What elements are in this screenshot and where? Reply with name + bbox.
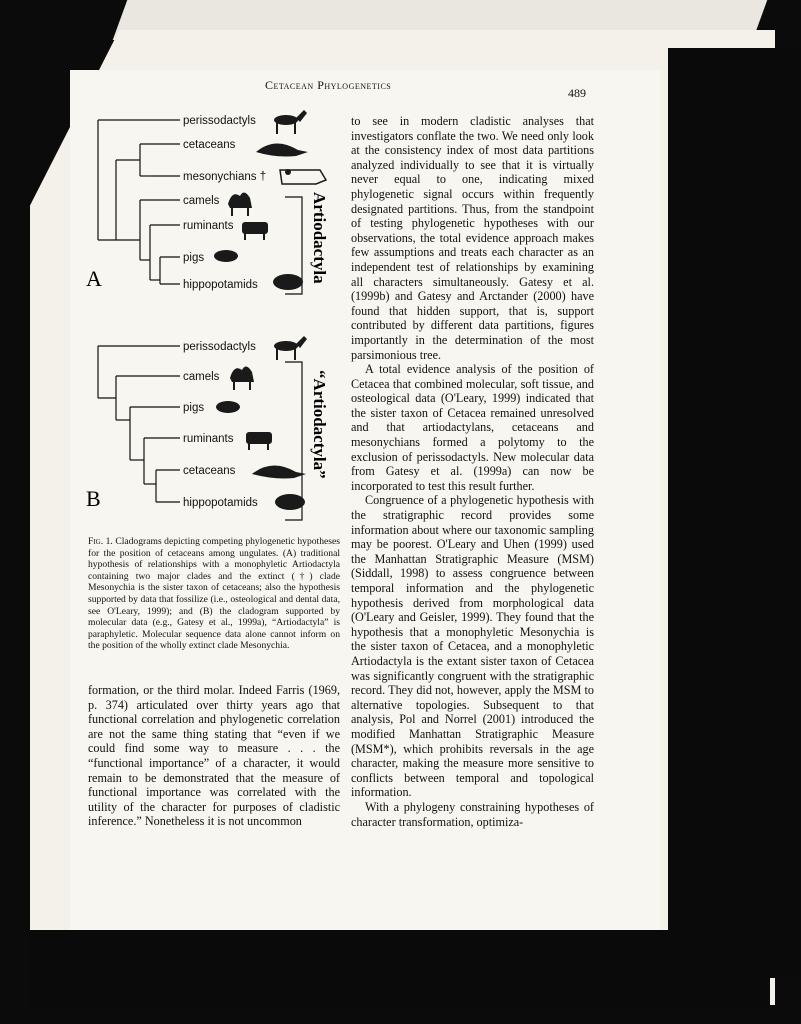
right-paragraph-4: With a phylogeny constraining hypotheses of character transformation, optimiza- <box>351 799 594 829</box>
figure-caption <box>88 536 340 652</box>
taxon-a-ruminants: ruminants <box>183 220 234 232</box>
camel-icon <box>228 192 252 216</box>
dark-background-bottom <box>30 930 770 1010</box>
right-column-text <box>351 114 594 829</box>
right-paragraph-2: A total evidence analysis of the position of Cetacea that combined molecular, soft tissue, and osteological data (O'Leary, 1999) indicated that the sister taxon of Cetacea remained unresolved and that artiodactylans, cetaceans and mesonychians formed a polytomy to the exclusion of perissodactyls. New molecular data from Gatesy et al. (1999a) can now be incorporated to test this result further. <box>351 362 594 493</box>
running-head: Cetacean Phylogenetics <box>265 78 392 92</box>
page-number: 489 <box>568 86 586 100</box>
dolphin-icon <box>256 143 308 156</box>
left-column-text <box>88 683 340 829</box>
horse-icon <box>274 110 307 134</box>
panel-b-label: B <box>86 486 101 511</box>
cladogram-figure <box>80 100 342 530</box>
pig-icon <box>216 401 240 413</box>
mesonychian-skeleton-icon <box>280 169 326 184</box>
pig-icon <box>214 250 238 262</box>
left-paragraph-1: formation, or the third molar. Indeed Farris (1969, p. 374) articulated over thirty years ago that functional correlation and phylogenetic correlation are not the same thing stating that “even if we could find some way to measure . . . the “functional importance” of a character, it would remain to be demonstrated that the measure of functional importance was correlated with the utility of the character for purposes of cladistic inference.” Nonetheless it is not uncommon <box>88 683 340 829</box>
right-paragraph-3: Congruence of a phylogenetic hypothesis with the stratigraphic record provides some information about where our taxonomic sampling may be poorest. O'Leary and Uhen (1999) used the Manhattan Stratigraphic Measure (MSM) (Siddall, 1998) to assess congruence between temporal information and the phylogenetic hypothesis derived from morphological data (O'Leary and Geisler, 1999). They found that the hypothesis that a monophyletic Mesonychia is the sister taxon of Cetacea, and a monophyletic Artiodactyla is the extant sister taxon of Cetacea was significantly congruent with the stratigraphic record. They did not, however, apply the MSM to alternative topologies. Subsequent to that analysis, Pol and Norrel (2001) introduced the modified Manhattan Stratigraphic Measure (MSM*), which prohibits reversals in the age character, making the measure more sensitive to conflicts between temporal and topological information. <box>351 493 594 800</box>
taxon-b-pigs: pigs <box>183 402 205 414</box>
bracket-label-a: Artiodactyla <box>310 192 329 284</box>
cow-icon <box>242 222 268 240</box>
dark-background-right <box>668 48 801 978</box>
horse-icon <box>274 336 307 360</box>
taxon-a-hippopotamids: hippopotamids <box>183 279 258 291</box>
camel-icon <box>230 366 254 390</box>
hippo-icon <box>273 274 303 290</box>
taxon-a-mesonychians: mesonychians † <box>183 171 267 183</box>
taxon-a-perissodactyls: perissodactyls <box>183 115 256 127</box>
taxon-b-ruminants: ruminants <box>183 433 234 445</box>
taxon-b-cetaceans: cetaceans <box>183 465 236 477</box>
hippo-icon <box>275 494 305 510</box>
animal-silhouettes-a <box>214 110 326 290</box>
taxon-a-camels: camels <box>183 195 220 207</box>
caption-text: Cladograms depicting competing phylogenetic hypotheses for the position of cetaceans among ungulates. (A) traditional hypothesis of relationships with a monophyletic Artiodactyla containing two major clades and the extinct (†) clade Mesonychia is the sister taxon of cetaceans; also the hypothesis supported by data that fossilize (i.e., osteological and dental data, see O'Leary, 1999); and (B) the cladogram supported by molecular data (e.g., Gatesy et al., 1999a), “Artiodactyla” is paraphyletic. Molecular sequence data alone cannot inform on the position of the wholly extinct clade Mesonychia. <box>88 536 341 652</box>
cow-icon <box>246 432 272 450</box>
taxon-a-pigs: pigs <box>183 252 205 264</box>
taxon-b-hippopotamids: hippopotamids <box>183 497 258 509</box>
dolphin-icon <box>252 465 306 478</box>
taxon-b-camels: camels <box>183 371 220 383</box>
bracket-label-b: “Artiodactyla” <box>310 370 329 479</box>
caption-lead: Fig. 1. <box>88 536 113 547</box>
taxon-a-cetaceans: cetaceans <box>183 139 236 151</box>
right-paragraph-1: to see in modern cladistic analyses that investigators conflate the two. We need only look at the consistency index of most data partitions analyzed individually to see that it is virtually never equal to one, indicating mixed phylogenetic signal occurs within frequently designated partitions. Thus, from the standpoint of testing phylogenetic hypotheses with our observations, the total evidence approach makes few assumptions and treats each character as an independent test of relationships by examining all characters simultaneously. Gatesy et al. (1999b) and Gatesy and Arctander (2000) have found that hidden support, that is, support contributed by different data partitions, figures importantly in the determination of the most parsimonious tree. <box>351 114 594 362</box>
taxon-b-perissodactyls: perissodactyls <box>183 341 256 353</box>
panel-a-label: A <box>86 266 102 291</box>
